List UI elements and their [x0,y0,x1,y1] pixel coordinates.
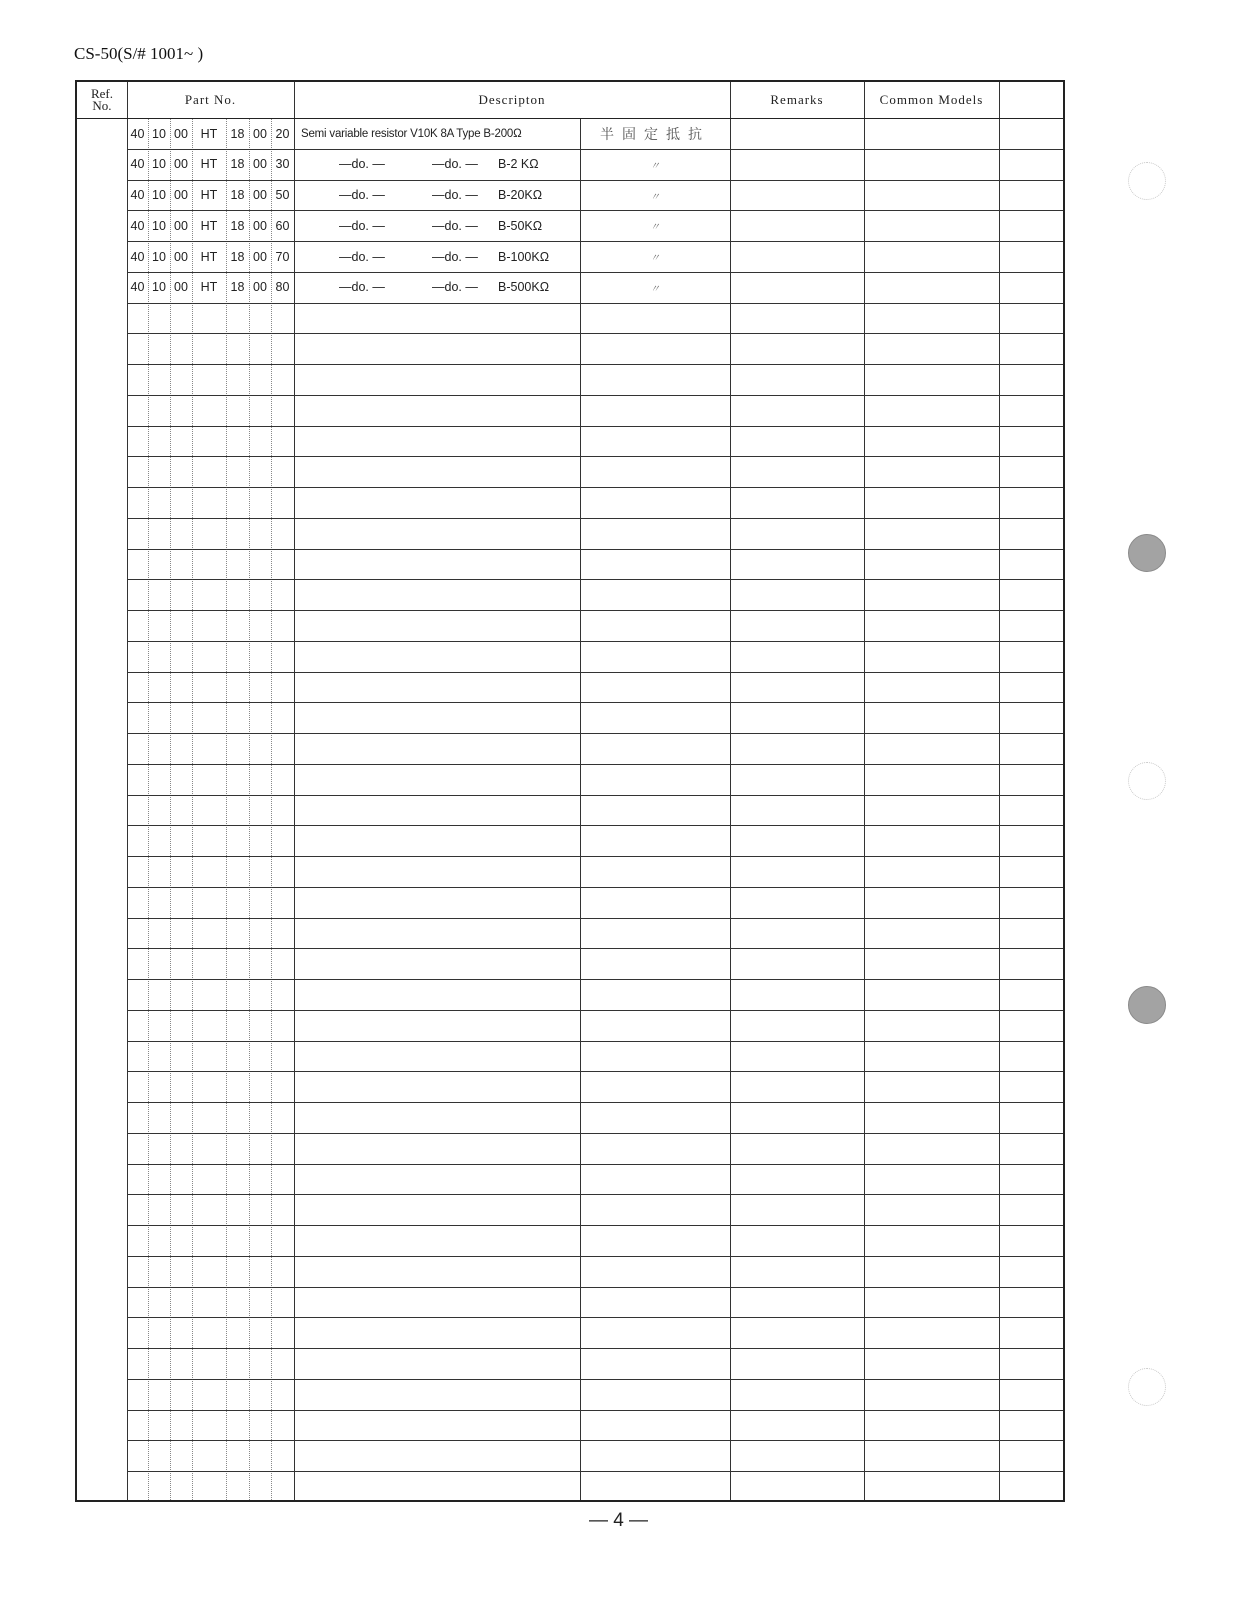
row-divider [127,426,1063,427]
description-ditto-2: —do. — [432,249,478,264]
part-no-segment: 40 [130,218,145,233]
part-no-subdivider [170,118,171,1500]
part-no-segment: 10 [152,188,166,202]
part-no-segment: 20 [275,126,290,141]
table-row [77,272,1063,303]
part-no-segment: 10 [152,157,166,172]
table-row [77,241,1063,272]
binder-hole-filled [1128,986,1166,1024]
part-no-segment: 80 [275,280,290,295]
part-no-subdivider [192,118,193,1500]
row-divider [127,518,1063,519]
part-no-segment: 00 [174,218,188,233]
part-no-segment: 18 [230,280,245,295]
part-no-segment: 18 [230,188,245,202]
row-divider [127,487,1063,488]
part-no-segment: HT [200,280,218,295]
description-ditto-2: —do. — [432,157,478,172]
description-ditto-1: —do. — [339,188,385,202]
row-divider [127,1071,1063,1072]
description-ditto-1: —do. — [339,249,385,264]
description-ditto-2: —do. — [432,218,478,233]
description-ditto-1: —do. — [339,280,385,295]
row-divider [127,1440,1063,1441]
table-row [77,118,1063,149]
row-divider [127,1225,1063,1226]
description-spec: B-2 KΩ [498,157,539,172]
part-no-segment: 00 [253,249,267,264]
row-divider [127,1379,1063,1380]
row-divider [127,364,1063,365]
part-no-segment: HT [200,188,218,202]
description-spec: B-100KΩ [498,249,550,264]
binder-hole-filled [1128,534,1166,572]
row-divider [127,1194,1063,1195]
row-divider [127,918,1063,919]
description-spec: B-50KΩ [498,218,543,233]
part-no-segment: 30 [275,157,290,172]
row-divider [127,1133,1063,1134]
row-divider [127,1102,1063,1103]
description-spec: B-500KΩ [498,280,550,295]
ditto-mark: 〃 [650,160,660,172]
row-divider [127,948,1063,949]
part-no-segment: 40 [130,188,145,202]
row-divider [127,272,1063,273]
part-no-segment: 40 [130,280,145,295]
part-no-segment: 00 [174,126,188,141]
description-ditto-2: —do. — [432,188,478,202]
row-divider [127,210,1063,211]
part-no-segment: 18 [230,157,245,172]
header-part-no: Part No. [184,92,237,107]
part-no-segment: 00 [253,218,267,233]
row-divider [127,887,1063,888]
ditto-mark: 〃 [650,222,660,234]
binder-hole-empty [1128,1368,1166,1406]
part-no-segment: 50 [275,188,290,202]
column-divider [580,118,581,1500]
part-no-segment: 40 [130,249,145,264]
part-no-segment: 00 [253,188,267,202]
ditto-mark: 〃 [650,191,660,203]
page-number: — 4 — [588,1510,649,1531]
part-no-segment: 10 [152,126,166,141]
part-no-segment: HT [200,126,218,141]
parts-list-table [75,80,1065,1502]
header-ref-line1: Ref. [90,86,114,101]
part-no-subdivider [148,118,149,1500]
row-divider [127,241,1063,242]
row-divider [127,1041,1063,1042]
header-ref-no [77,82,127,118]
part-no-segment: 18 [230,126,245,141]
row-divider [127,1410,1063,1411]
part-no-segment: 00 [253,157,267,172]
row-divider [127,764,1063,765]
part-no-segment: 00 [253,126,267,141]
part-no-segment: 00 [174,188,188,202]
row-divider [127,1348,1063,1349]
header-common-models: Common Models [879,92,984,107]
description-ditto-1: —do. — [339,157,385,172]
part-no-segment: 00 [174,157,188,172]
row-divider [127,456,1063,457]
part-no-segment: 10 [152,280,166,295]
row-divider [127,1256,1063,1257]
row-divider [127,549,1063,550]
row-divider [127,641,1063,642]
row-divider [127,1287,1063,1288]
description-ditto-1: —do. — [339,218,385,233]
part-no-segment: 40 [130,126,145,141]
part-no-subdivider [226,118,227,1500]
header-description: Descripton [478,92,546,107]
binder-hole-empty [1128,762,1166,800]
part-no-segment: 18 [230,249,245,264]
row-divider [127,1317,1063,1318]
row-divider [127,149,1063,150]
header-ref-line2: No. [92,98,112,113]
row-divider [127,1471,1063,1472]
part-no-segment: 40 [130,157,145,172]
row-divider [127,610,1063,611]
part-no-segment: 70 [275,249,290,264]
document-header: CS-50(S/# 1001~ ) [74,44,204,63]
row-divider [127,395,1063,396]
row-divider [127,795,1063,796]
header-remarks: Remarks [770,92,824,107]
table-row [77,180,1063,211]
ditto-mark: 〃 [650,253,660,264]
part-no-segment: HT [200,157,218,172]
part-no-segment: 10 [152,249,166,264]
part-no-subdivider [271,118,272,1500]
part-no-segment: HT [200,249,218,264]
part-no-segment: 00 [174,249,188,264]
row-divider [127,303,1063,304]
row-divider [127,1010,1063,1011]
binder-hole-empty [1128,162,1166,200]
header-divider [77,118,1063,119]
row-divider [127,1164,1063,1165]
part-no-segment: 10 [152,218,166,233]
row-divider [127,702,1063,703]
row-divider [127,672,1063,673]
row-divider [127,333,1063,334]
part-no-segment: 60 [275,218,290,233]
row-divider [127,733,1063,734]
description-spec: B-20KΩ [498,188,543,202]
japanese-description: 半固定抵抗 [600,126,710,143]
ditto-mark: 〃 [650,283,660,295]
row-divider [127,979,1063,980]
row-divider [127,825,1063,826]
row-divider [127,180,1063,181]
part-no-segment: 18 [230,218,245,233]
part-no-subdivider [249,118,250,1500]
table-row [77,210,1063,241]
part-no-segment: HT [200,218,218,233]
description-ditto-2: —do. — [432,280,478,295]
row-divider [127,856,1063,857]
part-no-segment: 00 [174,280,188,295]
description-cell: Semi variable resistor V10K 8A Type B-200Ω [301,127,522,140]
part-no-segment: 00 [253,280,267,295]
row-divider [127,579,1063,580]
table-row [77,149,1063,180]
